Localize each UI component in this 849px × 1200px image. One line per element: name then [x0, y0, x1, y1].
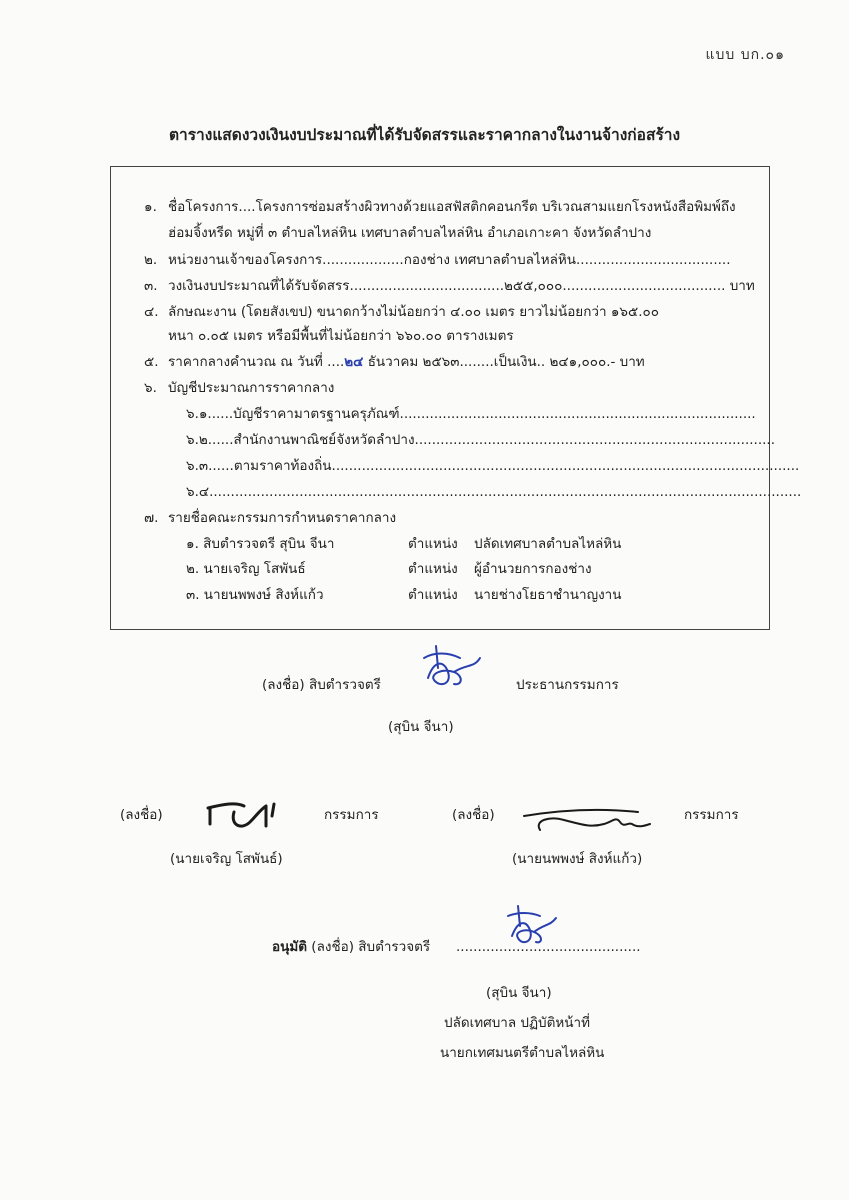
approval-sign-label: (ลงชื่อ) สิบตำรวจตรี	[307, 939, 431, 955]
chair-role: ประธานกรรมการ	[516, 677, 619, 693]
item-7-text: รายชื่อคณะกรรมการกำหนดราคากลาง	[168, 510, 397, 526]
committee-member-2-position: ผู้อำนวยการกองช่าง	[474, 561, 592, 577]
committee-member-3-pos-label: ตำแหน่ง	[408, 587, 458, 603]
member-left-signature-image	[204, 796, 290, 834]
approval-title-1: ปลัดเทศบาล ปฏิบัติหน้าที่	[444, 1015, 590, 1031]
approval-signature-image	[500, 900, 560, 952]
member-left-name: (นายเจริญ โสพันธ์)	[170, 851, 283, 867]
committee-member-2-pos-label: ตำแหน่ง	[408, 561, 458, 577]
item-2-number: ๒.	[144, 252, 158, 268]
approval-line	[272, 938, 430, 956]
item-6-sub-3: ๖.๓......ตามราคาท้องถิ่น.............................................................................................................	[186, 458, 800, 474]
committee-member-3-position: นายช่างโยธาชำนาญงาน	[474, 587, 622, 603]
item-3-text: วงเงินงบประมาณที่ได้รับจัดสรร....................................๒๕๕,๐๐๐...................................... บาท	[168, 278, 755, 294]
document-title: ตารางแสดงวงเงินงบประมาณที่ได้รับจัดสรรและราคากลางในงานจ้างก่อสร้าง	[168, 126, 681, 144]
item-1-number: ๑.	[144, 199, 157, 215]
committee-member-3-name: ๓. นายนพพงษ์ สิงห์แก้ว	[186, 587, 324, 603]
item-5-prefix: ราคากลางคำนวณ ณ วันที่ ....	[168, 354, 345, 370]
item-4-line2: หนา ๐.๐๕ เมตร หรือมีพื้นที่ไม่น้อยกว่า ๖๖๐.๐๐ ตารางเมตร	[168, 328, 514, 344]
member-right-role: กรรมการ	[684, 807, 739, 823]
form-code: แบบ บก.๐๑	[705, 47, 785, 63]
item-7-number: ๗.	[144, 510, 159, 526]
item-4-line1: ลักษณะงาน (โดยสังเขป) ขนาดกว้างไม่น้อยกว่า ๔.๐๐ เมตร ยาวไม่น้อยกว่า ๑๖๕.๐๐	[168, 304, 659, 320]
member-left-role: กรรมการ	[324, 807, 379, 823]
committee-member-2-name: ๒. นายเจริญ โสพันธ์	[186, 561, 306, 577]
item-5-suffix: ธันวาคม ๒๕๖๓........เป็นเงิน.. ๒๔๑,๐๐๐.- บาท	[363, 354, 645, 370]
chair-name: (สุบิน จีนา)	[388, 719, 454, 735]
approval-label: อนุมัติ	[272, 939, 308, 955]
member-right-sign-label: (ลงชื่อ)	[452, 807, 495, 823]
item-1-line2: ฮ่อมจิ้งหรีด หมู่ที่ ๓ ตำบลไหล่หิน เทศบาลตำบลไหล่หิน อำเภอเกาะคา จังหวัดลำปาง	[168, 225, 652, 241]
item-3-number: ๓.	[144, 278, 158, 294]
item-6-text: บัญชีประมาณการราคากลาง	[168, 380, 335, 396]
chair-signature-image	[414, 638, 486, 696]
committee-member-1-name: ๑. สิบตำรวจตรี สุบิน จีนา	[186, 536, 335, 552]
item-6-sub-2: ๖.๒......สำนักงานพาณิชย์จังหวัดลำปาง....................................................................................	[186, 432, 776, 448]
approval-dots: ...........................................	[456, 939, 641, 955]
item-1-line1: ชื่อโครงการ....โครงการซ่อมสร้างผิวทางด้วยแอสฟัสติกคอนกรีต บริเวณสามแยกโรงหนังสือพิมพ์ถึง	[168, 199, 736, 215]
chair-sign-label: (ลงชื่อ) สิบตำรวจตรี	[262, 677, 381, 693]
item-5-text	[168, 353, 645, 371]
approval-title-2: นายกเทศมนตรีตำบลไหล่หิน	[440, 1045, 605, 1061]
item-6-number: ๖.	[144, 380, 157, 396]
committee-member-1-position: ปลัดเทศบาลตำบลไหล่หิน	[474, 536, 622, 552]
item-4-number: ๔.	[144, 304, 159, 320]
item-6-sub-1: ๖.๑......บัญชีราคามาตรฐานครุภัณฑ์...................................................................................	[186, 406, 756, 422]
item-5-handwritten-day: ๒๔	[344, 354, 364, 370]
member-left-sign-label: (ลงชื่อ)	[120, 807, 163, 823]
item-2-text: หน่วยงานเจ้าของโครงการ...................กองช่าง เทศบาลตำบลไหล่หิน....................................	[168, 252, 731, 268]
committee-member-1-pos-label: ตำแหน่ง	[408, 536, 458, 552]
item-5-number: ๕.	[144, 354, 159, 370]
approval-name: (สุบิน จีนา)	[486, 985, 552, 1001]
member-right-signature-image	[520, 802, 656, 838]
item-6-sub-4: ๖.๔..........................................................................................................................................	[186, 484, 802, 500]
member-right-name: (นายนพพงษ์ สิงห์แก้ว)	[512, 851, 643, 867]
